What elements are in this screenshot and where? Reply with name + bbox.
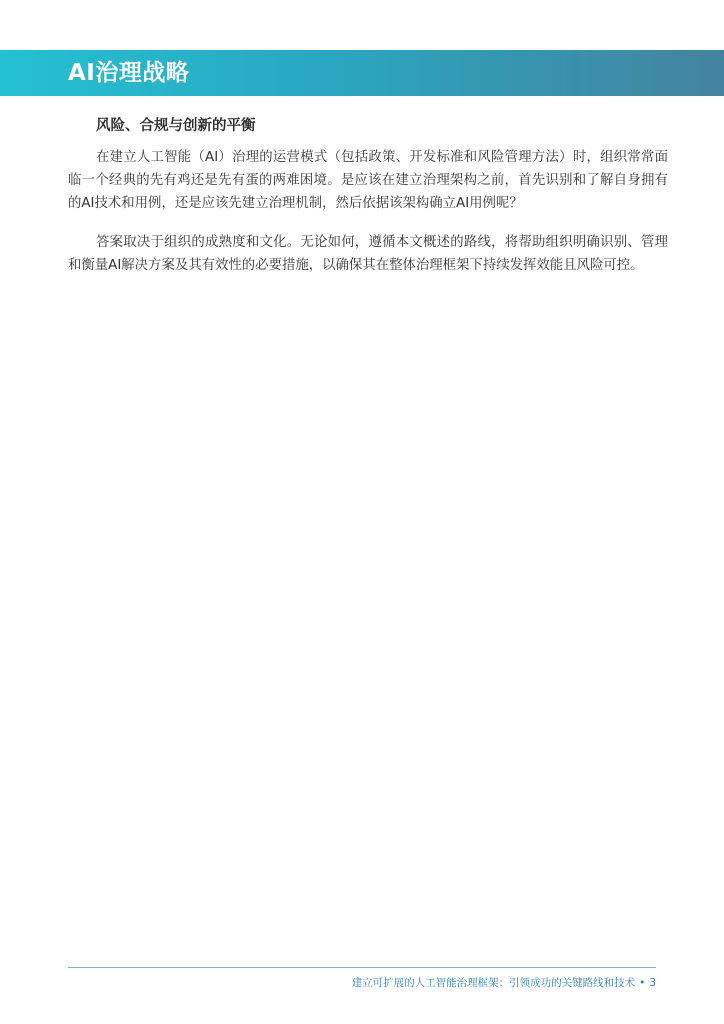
footer-divider xyxy=(68,967,656,968)
page-footer xyxy=(352,975,656,991)
footer-separator: • xyxy=(639,977,646,989)
page-title: AI治理战略 xyxy=(68,60,190,86)
section-heading: 风险、合规与创新的平衡 xyxy=(96,118,256,134)
body-paragraph-1: 在建立人工智能（AI）治理的运营模式（包括政策、开发标准和风险管理方法）时，组织常常面临一个经典的先有鸡还是先有蛋的两难困境。是应该在建立治理架构之前，首先识别和了解自身拥有的AI技术和用例，还是应该先建立治理机制，然后依据该架构确立AI用例呢？ xyxy=(68,150,668,211)
footer-document-title: 建立可扩展的人工智能治理框架：引领成功的关键路线和技术 xyxy=(351,977,636,989)
body-paragraph-2: 答案取决于组织的成熟度和文化。无论如何，遵循本文概述的路线，将帮助组织明确识别、管理和衡量AI解决方案及其有效性的必要措施，以确保其在整体治理框架下持续发挥效能且风险可控。 xyxy=(68,235,668,273)
page-number: 3 xyxy=(649,977,656,989)
section-banner xyxy=(0,50,724,96)
